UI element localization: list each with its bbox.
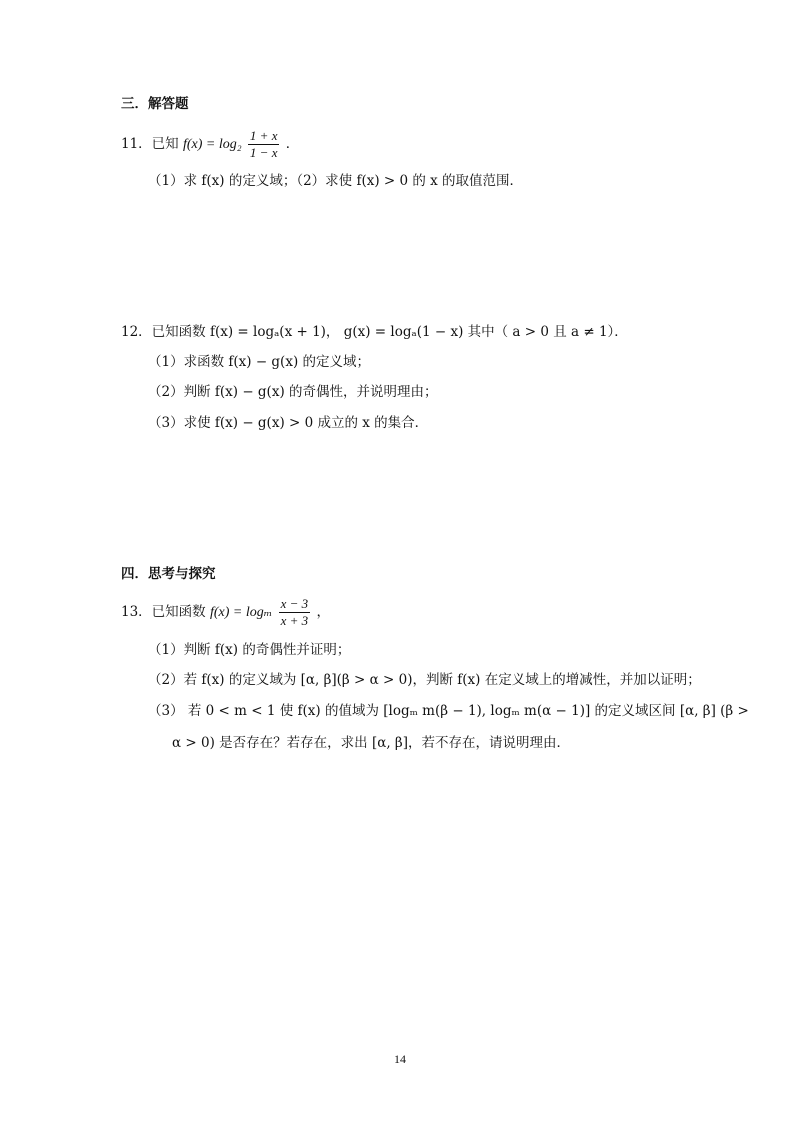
question-12-stem: 12．已知函数 f(x) = logₐ(x + 1)， g(x) = logₐ(1 − x) 其中（ a > 0 且 a ≠ 1）． [121,324,628,340]
section-heading-3: 三．解答题 [121,96,189,112]
page-number: 14 [394,1052,406,1066]
question-11-function: f(x) = log₂ [182,137,242,152]
question-13-part-1: （1）判断 f(x) 的奇偶性并证明； [148,642,351,658]
question-12-part-3: （3）求使 f(x) − g(x) > 0 成立的 x 的集合． [148,415,429,431]
question-13-end: ， [316,604,330,620]
question-12-part-2: （2）判断 f(x) − g(x) 的奇偶性，并说明理由； [148,384,438,400]
question-13-label: 13．已知函数 [121,604,206,620]
question-11-fraction-denominator: 1 − x [249,145,278,160]
question-11-subparts: （1）求 f(x) 的定义域；（2）求使 f(x) > 0 的 x 的取值范围． [148,173,524,189]
question-13-part-2: （2）若 f(x) 的定义域为 [α, β](β > α > 0)，判断 f(x) 在定义域上的增减性，并加以证明； [148,672,701,688]
question-13-stem [121,592,330,633]
question-11-label: 11．已知 [121,136,179,152]
question-11-fraction-numerator: 1 + x [249,128,278,143]
question-11-end: ． [285,136,300,152]
question-13-fraction [279,596,311,629]
question-13-fraction-denominator: x + 3 [280,613,309,628]
question-11-fraction [248,128,280,161]
question-13-part-3-line-1: （3） 若 0 < m < 1 使 f(x) 的值域为 [logₘ m(β − 1), logₘ m(α − 1)] 的定义域区间 [α, β] (β > [148,703,749,719]
section-heading-4: 四．思考与探究 [121,566,216,582]
question-13-function: f(x) = logₘ [209,605,273,620]
question-13-part-3-line-2: α > 0) 是否存在？若存在，求出 [α, β]，若不存在，请说明理由． [172,735,570,751]
question-13-fraction-numerator: x − 3 [280,596,309,611]
question-12-part-1: （1）求函数 f(x) − g(x) 的定义域； [148,354,370,370]
question-11-stem [121,124,299,165]
